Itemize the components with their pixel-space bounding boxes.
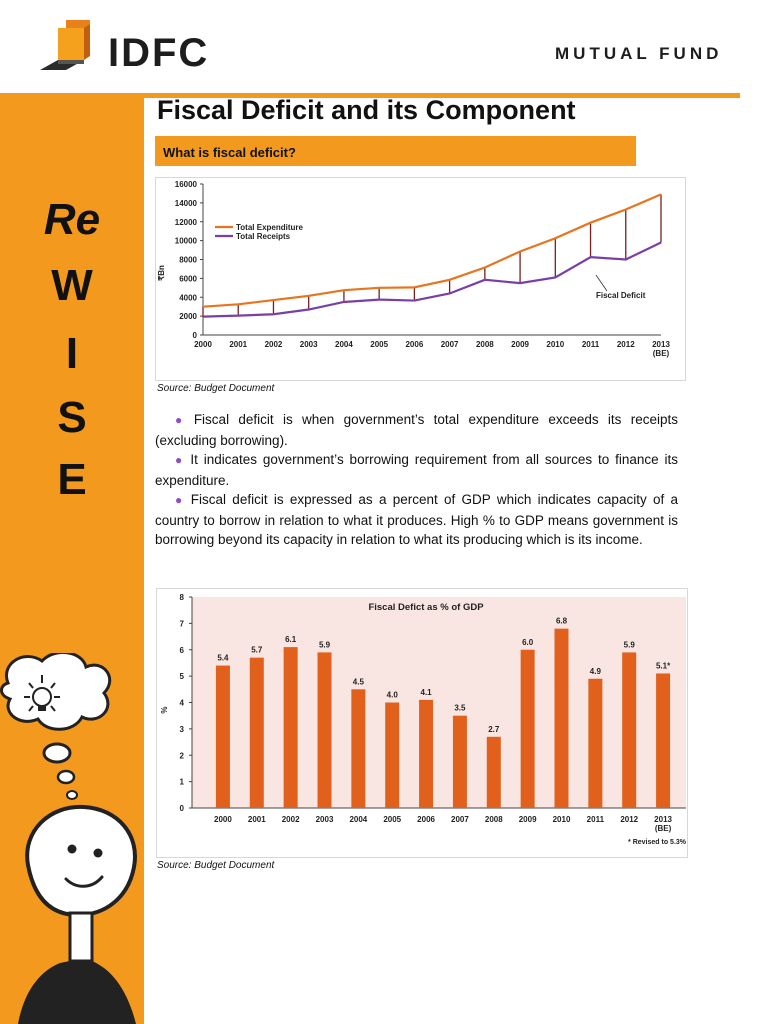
bar-data-label: 6.0 (522, 637, 534, 647)
y-tick-label: 8000 (179, 255, 197, 265)
bar-data-label: 6.8 (555, 616, 568, 626)
bar-data-label: 5.9 (623, 640, 635, 650)
y-tick-label: 6000 (179, 274, 197, 284)
y-axis-label: % (160, 706, 169, 714)
bar (351, 689, 365, 808)
x-tick-label: 2001 (229, 340, 248, 349)
y-tick-label: 0 (192, 331, 197, 340)
x-tick-label: 2004 (349, 815, 368, 824)
chart-title: Fiscal Defict as % of GDP (368, 602, 484, 613)
rewise-letter-i: I (65, 329, 79, 378)
bar-data-label: 5.4 (217, 653, 229, 663)
y-tick-label: 8 (179, 593, 184, 602)
y-tick-label: 12000 (174, 217, 197, 227)
mutual-fund-label: MUTUAL FUND (555, 44, 723, 63)
expenditure-receipts-line-chart (155, 177, 686, 381)
bar (521, 650, 535, 808)
x-tick-label: 2011 (581, 340, 600, 349)
page-title: Fiscal Deficit and its Component (157, 95, 576, 125)
bar-data-label: 4.0 (386, 690, 398, 700)
subheading: What is fiscal deficit? (163, 145, 296, 160)
x-tick-label: 2000 (214, 815, 232, 824)
bar-data-label: 4.9 (589, 666, 601, 676)
legend-label: Total Expenditure (236, 223, 303, 232)
bullet-dot-icon: ● (175, 453, 185, 467)
x-tick-label: 2011 (586, 815, 605, 824)
bullet-dot-icon: ● (175, 493, 185, 507)
x-tick-label: 2010 (546, 340, 565, 349)
thought-cloud-icon (2, 653, 110, 729)
bullet-dot-icon: ● (175, 413, 188, 427)
bullet-list (155, 410, 678, 550)
y-tick-label: 10000 (174, 236, 197, 246)
bar (453, 716, 467, 808)
bar (487, 737, 501, 808)
bar-data-label: 5.9 (318, 640, 331, 650)
chart-2-source: Source: Budget Document (157, 860, 275, 871)
y-tick-label: 4 (179, 698, 184, 708)
x-tick-label: 2012 (620, 815, 639, 824)
x-tick-label-suffix: (BE) (654, 824, 672, 833)
thinking-character-illustration (0, 653, 144, 1024)
bar-data-label: 3.5 (454, 703, 466, 713)
y-tick-label: 3 (179, 724, 184, 734)
x-tick-label: 2005 (370, 340, 389, 349)
rewise-letter-e: E (57, 455, 87, 504)
x-tick-label: 2003 (315, 815, 334, 824)
bar (622, 652, 636, 808)
chart-footnote: * Revised to 5.3% (628, 839, 686, 846)
bar (318, 652, 332, 808)
bar-data-label: 6.1 (285, 635, 297, 645)
y-tick-label: 2000 (179, 312, 197, 322)
x-tick-label: 2012 (616, 340, 635, 349)
y-tick-label: 1 (179, 777, 184, 787)
x-tick-label: 2007 (440, 340, 459, 349)
x-tick-label: 2006 (417, 815, 435, 824)
chart-frame (156, 178, 686, 381)
bullet-text: It indicates government’s borrowing requirement from all sources to finance its expenditure. (155, 452, 679, 488)
x-tick-label: 2010 (552, 815, 571, 824)
x-tick-label: 2013 (654, 815, 672, 824)
smiling-face-icon (18, 807, 136, 1024)
bar-data-label: 4.1 (420, 687, 432, 697)
y-tick-label: 7 (179, 619, 184, 629)
x-tick-label-suffix: (BE) (652, 349, 670, 358)
y-tick-label: 6 (179, 645, 184, 655)
y-tick-label: 0 (179, 804, 184, 813)
bar-data-label: 2.7 (488, 724, 500, 734)
y-tick-label: 4000 (179, 293, 197, 303)
bullet-text: Fiscal deficit is when government’s total expenditure exceeds its receipts (excluding borrowing). (155, 412, 679, 448)
bar-data-label: 4.5 (352, 677, 364, 687)
x-tick-label: 2003 (299, 340, 318, 349)
y-axis-label: ₹Bn (157, 265, 166, 281)
chart-1-source: Source: Budget Document (157, 383, 275, 394)
bar (250, 658, 264, 808)
bullet-item (155, 450, 678, 490)
x-tick-label: 2008 (475, 340, 494, 349)
bar (385, 703, 399, 809)
bar (419, 700, 433, 808)
x-tick-label: 2002 (264, 340, 283, 349)
bar-data-label: 5.7 (251, 645, 263, 655)
x-tick-label: 2006 (405, 340, 424, 349)
x-tick-label: 2009 (518, 815, 537, 824)
x-tick-label: 2013 (652, 340, 670, 349)
x-tick-label: 2000 (194, 340, 212, 349)
bullet-item (155, 410, 678, 450)
y-tick-label: 5 (179, 672, 184, 682)
plot-area (192, 597, 686, 808)
x-tick-label: 2009 (511, 340, 529, 349)
fiscal-deficit-annotation: Fiscal Deficit (596, 291, 646, 300)
rewise-letter-re: Re (43, 195, 101, 244)
bar (216, 666, 230, 808)
bar-data-label: 5.1* (655, 661, 671, 671)
rewise-letter-w: W (51, 261, 93, 310)
bar (555, 629, 569, 808)
y-tick-label: 16000 (174, 180, 197, 189)
x-tick-label: 2008 (484, 815, 503, 824)
x-tick-label: 2002 (281, 815, 300, 824)
bullet-item (155, 490, 678, 550)
rewise-letter-s: S (57, 393, 87, 442)
fiscal-deficit-gdp-bar-chart (156, 588, 688, 858)
bar (656, 673, 670, 808)
x-tick-label: 2001 (247, 815, 266, 824)
bar (284, 647, 298, 808)
sidebar (0, 93, 144, 1024)
legend-label: Total Receipts (236, 232, 291, 241)
x-tick-label: 2004 (335, 340, 353, 349)
y-tick-label: 14000 (174, 198, 197, 208)
x-tick-label: 2007 (451, 815, 469, 824)
logo-text: IDFC (108, 31, 210, 75)
bar (588, 679, 602, 808)
bullet-text: Fiscal deficit is expressed as a percent of GDP which indicates capacity of a country to borrow in relation to what it produces. High % to GDP means government is borrowing beyond its capacity in relation to what its producing which is its income. (155, 492, 679, 547)
x-tick-label: 2005 (383, 815, 402, 824)
y-tick-label: 2 (179, 751, 184, 761)
